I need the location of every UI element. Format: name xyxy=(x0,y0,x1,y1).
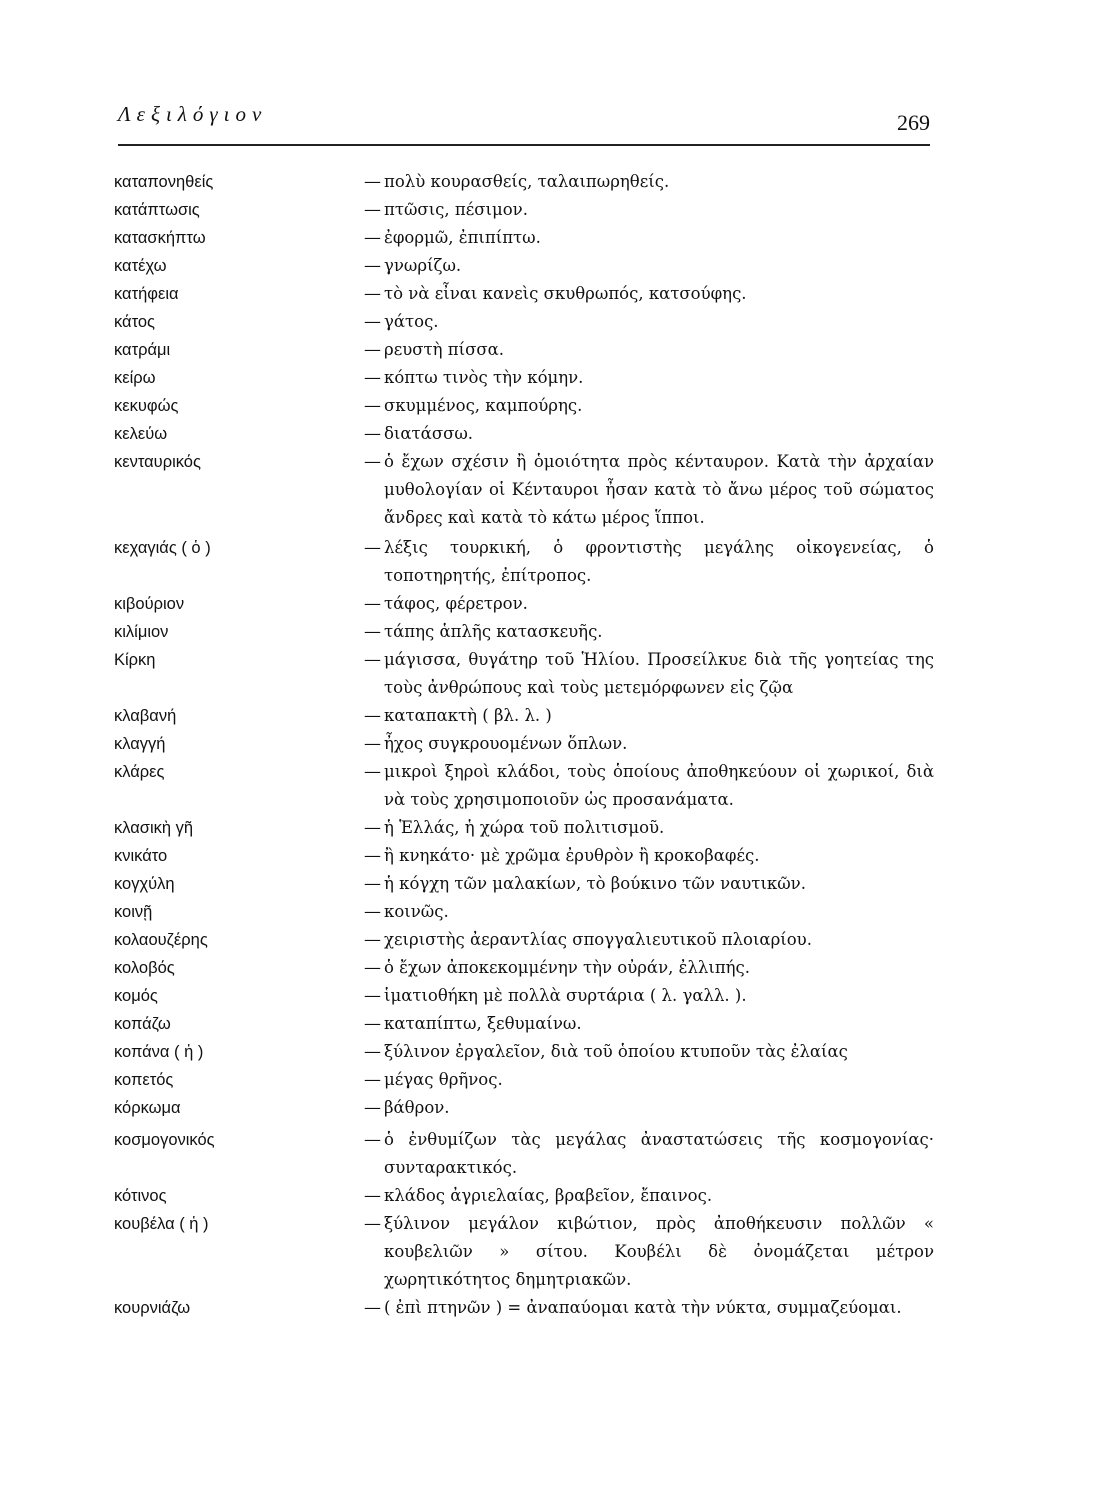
entry-headword: καταπονηθείς xyxy=(114,173,214,191)
glossary-entry xyxy=(114,364,934,392)
running-title: Λεξιλόγιον xyxy=(118,102,268,126)
glossary-entry xyxy=(114,618,934,646)
entry-dash: — xyxy=(364,200,381,220)
glossary-entry xyxy=(114,168,934,196)
entry-definition: βάθρον. xyxy=(384,1098,450,1117)
glossary-entry xyxy=(114,392,934,420)
entry-headword: κότινος xyxy=(114,1187,167,1205)
entry-definition: ( ἐπὶ πτηνῶν ) = ἀναπαύομαι κατὰ τὴν νύκτα, συμμαζεύομαι. xyxy=(384,1298,902,1317)
entry-definition: τάπης ἁπλῆς κατασκευῆς. xyxy=(384,622,603,641)
glossary-entries xyxy=(114,168,934,1322)
entry-dash: — xyxy=(364,650,381,670)
glossary-entry xyxy=(114,196,934,224)
entry-headword: κοπάζω xyxy=(114,1015,171,1033)
entry-definition: πολὺ κουρασθείς, ταλαιπωρηθείς. xyxy=(384,172,670,191)
entry-dash: — xyxy=(364,1014,381,1034)
entry-dash: — xyxy=(364,958,381,978)
glossary-entry xyxy=(114,1066,934,1094)
entry-dash: — xyxy=(364,538,381,558)
entry-dash: — xyxy=(364,396,381,416)
entry-headword: κενταυρικός xyxy=(114,453,201,471)
entry-dash: — xyxy=(364,1298,381,1318)
entry-definition: κόπτω τινὸς τὴν κόμην. xyxy=(384,368,584,387)
entry-definition: ἢ κνηκάτο· μὲ χρῶμα ἐρυθρὸν ἢ κροκοβαφές. xyxy=(384,846,760,865)
entry-definition: ξύλινον ἐργαλεῖον, διὰ τοῦ ὁποίου κτυποῦν τὰς ἐλαίας xyxy=(384,1042,848,1061)
glossary-entry xyxy=(114,336,934,364)
entry-definition: τάφος, φέρετρον. xyxy=(384,594,528,613)
glossary-entry xyxy=(114,758,934,814)
entry-definition: πτῶσις, πέσιμον. xyxy=(384,200,528,219)
entry-headword: Κίρκη xyxy=(114,651,156,669)
entry-definition: καταπακτὴ ( βλ. λ. ) xyxy=(384,706,552,725)
entry-headword: κελεύω xyxy=(114,425,168,443)
entry-headword: κοπετός xyxy=(114,1071,174,1089)
entry-dash: — xyxy=(364,734,381,754)
entry-dash: — xyxy=(364,312,381,332)
glossary-entry xyxy=(114,954,934,982)
entry-definition: λέξις τουρκική, ὁ φροντιστὴς μεγάλης οἰκογενείας, ὁ τοποτηρητής, ἐπίτροπος. xyxy=(384,538,934,585)
entry-headword: κολοβός xyxy=(114,959,175,977)
entry-definition: σκυμμένος, καμπούρης. xyxy=(384,396,583,415)
entry-definition: κλάδος ἀγριελαίας, βραβεῖον, ἔπαινος. xyxy=(384,1186,713,1205)
entry-definition: ξύλινον μεγάλον κιβώτιον, πρὸς ἀποθήκευσιν πολλῶν « κουβελιῶν » σίτου. Κουβέλι δὲ ὀνομάζεται μέτρον χωρητικότητος δημητριακῶν. xyxy=(384,1214,934,1289)
entry-definition: ἡ κόγχη τῶν μαλακίων, τὸ βούκινο τῶν ναυτικῶν. xyxy=(384,874,806,893)
entry-dash: — xyxy=(364,762,381,782)
entry-dash: — xyxy=(364,340,381,360)
entry-dash: — xyxy=(364,1214,381,1234)
glossary-entry xyxy=(114,420,934,448)
entry-headword: κατέχω xyxy=(114,257,167,275)
entry-headword: κατασκήπτω xyxy=(114,229,206,247)
entry-dash: — xyxy=(364,874,381,894)
entry-dash: — xyxy=(364,986,381,1006)
entry-definition: κοινῶς. xyxy=(384,902,449,921)
entry-definition: ἡ Ἑλλάς, ἡ χώρα τοῦ πολιτισμοῦ. xyxy=(384,818,665,837)
glossary-entry xyxy=(114,982,934,1010)
glossary-entry xyxy=(114,842,934,870)
entry-headword: κατήφεια xyxy=(114,285,179,303)
entry-dash: — xyxy=(364,424,381,444)
entry-headword: κεχαγιάς ( ὁ ) xyxy=(114,539,211,557)
entry-definition: διατάσσω. xyxy=(384,424,474,443)
glossary-entry xyxy=(114,308,934,336)
entry-dash: — xyxy=(364,228,381,248)
entry-headword: κείρω xyxy=(114,369,156,387)
entry-headword: κνικάτο xyxy=(114,847,168,865)
entry-headword: κλάρες xyxy=(114,763,165,781)
entry-definition: μικροὶ ξηροὶ κλάδοι, τοὺς ὁποίους ἀποθηκεύουν οἱ χωρικοί, διὰ νὰ τοὺς χρησιμοποιοῦν ὡς προσανάματα. xyxy=(384,762,934,809)
entry-dash: — xyxy=(364,172,381,192)
glossary-entry xyxy=(114,448,934,532)
entry-definition: ἐφορμῶ, ἐπιπίπτω. xyxy=(384,228,541,247)
entry-headword: κατάπτωσις xyxy=(114,201,200,219)
glossary-entry xyxy=(114,1010,934,1038)
entry-headword: κόρκωμα xyxy=(114,1099,181,1117)
entry-definition: γνωρίζω. xyxy=(384,256,462,275)
glossary-entry xyxy=(114,646,934,702)
glossary-entry xyxy=(114,1294,934,1322)
entry-dash: — xyxy=(364,1186,381,1206)
entry-headword: κομός xyxy=(114,987,158,1005)
entry-definition: γάτος. xyxy=(384,312,439,331)
entry-dash: — xyxy=(364,930,381,950)
entry-definition: μάγισσα, θυγάτηρ τοῦ Ἡλίου. Προσείλκυε διὰ τῆς γοητείας της τοὺς ἀνθρώπους καὶ τοὺς μετεμόρφωνεν εἰς ζῷα xyxy=(384,650,934,697)
entry-definition: ὁ ἔχων ἀποκεκομμένην τὴν οὐράν, ἐλλιπής. xyxy=(384,958,751,977)
entry-definition: μέγας θρῆνος. xyxy=(384,1070,503,1089)
entry-dash: — xyxy=(364,1130,381,1150)
glossary-entry xyxy=(114,814,934,842)
entry-headword: κουβέλα ( ἡ ) xyxy=(114,1215,209,1233)
entry-headword: κιβούριον xyxy=(114,595,185,613)
entry-definition: τὸ νὰ εἶναι κανεὶς σκυθρωπός, κατσούφης. xyxy=(384,284,747,303)
entry-definition: καταπίπτω, ξεθυμαίνω. xyxy=(384,1014,582,1033)
entry-definition: ρευστὴ πίσσα. xyxy=(384,340,505,359)
entry-headword: κογχύλη xyxy=(114,875,175,893)
entry-dash: — xyxy=(364,452,381,472)
entry-dash: — xyxy=(364,594,381,614)
entry-dash: — xyxy=(364,1042,381,1062)
glossary-entry xyxy=(114,252,934,280)
glossary-entry xyxy=(114,1094,934,1122)
glossary-entry xyxy=(114,280,934,308)
glossary-entry xyxy=(114,1038,934,1066)
page-number: 269 xyxy=(897,110,930,135)
entry-headword: κάτος xyxy=(114,313,156,331)
glossary-entry xyxy=(114,870,934,898)
entry-definition: ὁ ἐνθυμίζων τὰς μεγάλας ἀναστατώσεις τῆς κοσμογονίας· συνταρακτικός. xyxy=(384,1130,934,1177)
entry-dash: — xyxy=(364,1098,381,1118)
glossary-entry xyxy=(114,534,934,590)
entry-definition: χειριστὴς ἀεραντλίας σπογγαλιευτικοῦ πλοιαρίου. xyxy=(384,930,812,949)
entry-dash: — xyxy=(364,818,381,838)
entry-dash: — xyxy=(364,706,381,726)
page-header xyxy=(118,98,930,146)
entry-dash: — xyxy=(364,256,381,276)
glossary-entry xyxy=(114,730,934,758)
glossary-entry xyxy=(114,926,934,954)
entry-definition: ὁ ἔχων σχέσιν ἢ ὁμοιότητα πρὸς κένταυρον. Κατὰ τὴν ἀρχαίαν μυθολογίαν οἱ Κένταυροι ἦσαν κατὰ τὸ ἄνω μέρος τοῦ σώματος ἄνδρες καὶ κατὰ τὸ κάτω μέρος ἵπποι. xyxy=(384,452,934,527)
entry-headword: κοινῇ xyxy=(114,903,153,921)
glossary-entry xyxy=(114,1126,934,1182)
entry-dash: — xyxy=(364,902,381,922)
glossary-entry xyxy=(114,1210,934,1294)
entry-headword: κοσμογονικός xyxy=(114,1131,215,1149)
entry-headword: κεκυφώς xyxy=(114,397,179,415)
entry-headword: κλαγγή xyxy=(114,735,166,753)
entry-headword: κουρνιάζω xyxy=(114,1299,191,1317)
entry-dash: — xyxy=(364,368,381,388)
entry-dash: — xyxy=(364,622,381,642)
entry-dash: — xyxy=(364,1070,381,1090)
entry-dash: — xyxy=(364,284,381,304)
entry-definition: ἦχος συγκρουομένων ὅπλων. xyxy=(384,734,628,753)
glossary-entry xyxy=(114,702,934,730)
entry-headword: κιλίμιον xyxy=(114,623,169,641)
entry-headword: κοπάνα ( ἡ ) xyxy=(114,1043,204,1061)
entry-headword: κολαουζέρης xyxy=(114,931,208,949)
entry-headword: κλαβανή xyxy=(114,707,177,725)
glossary-entry xyxy=(114,1182,934,1210)
entry-dash: — xyxy=(364,846,381,866)
entry-headword: κατράμι xyxy=(114,341,171,359)
glossary-entry xyxy=(114,898,934,926)
entry-headword: κλασικὴ γῆ xyxy=(114,819,194,837)
glossary-entry xyxy=(114,590,934,618)
entry-definition: ἱματιοθήκη μὲ πολλὰ συρτάρια ( λ. γαλλ. ). xyxy=(384,986,747,1005)
glossary-entry xyxy=(114,224,934,252)
